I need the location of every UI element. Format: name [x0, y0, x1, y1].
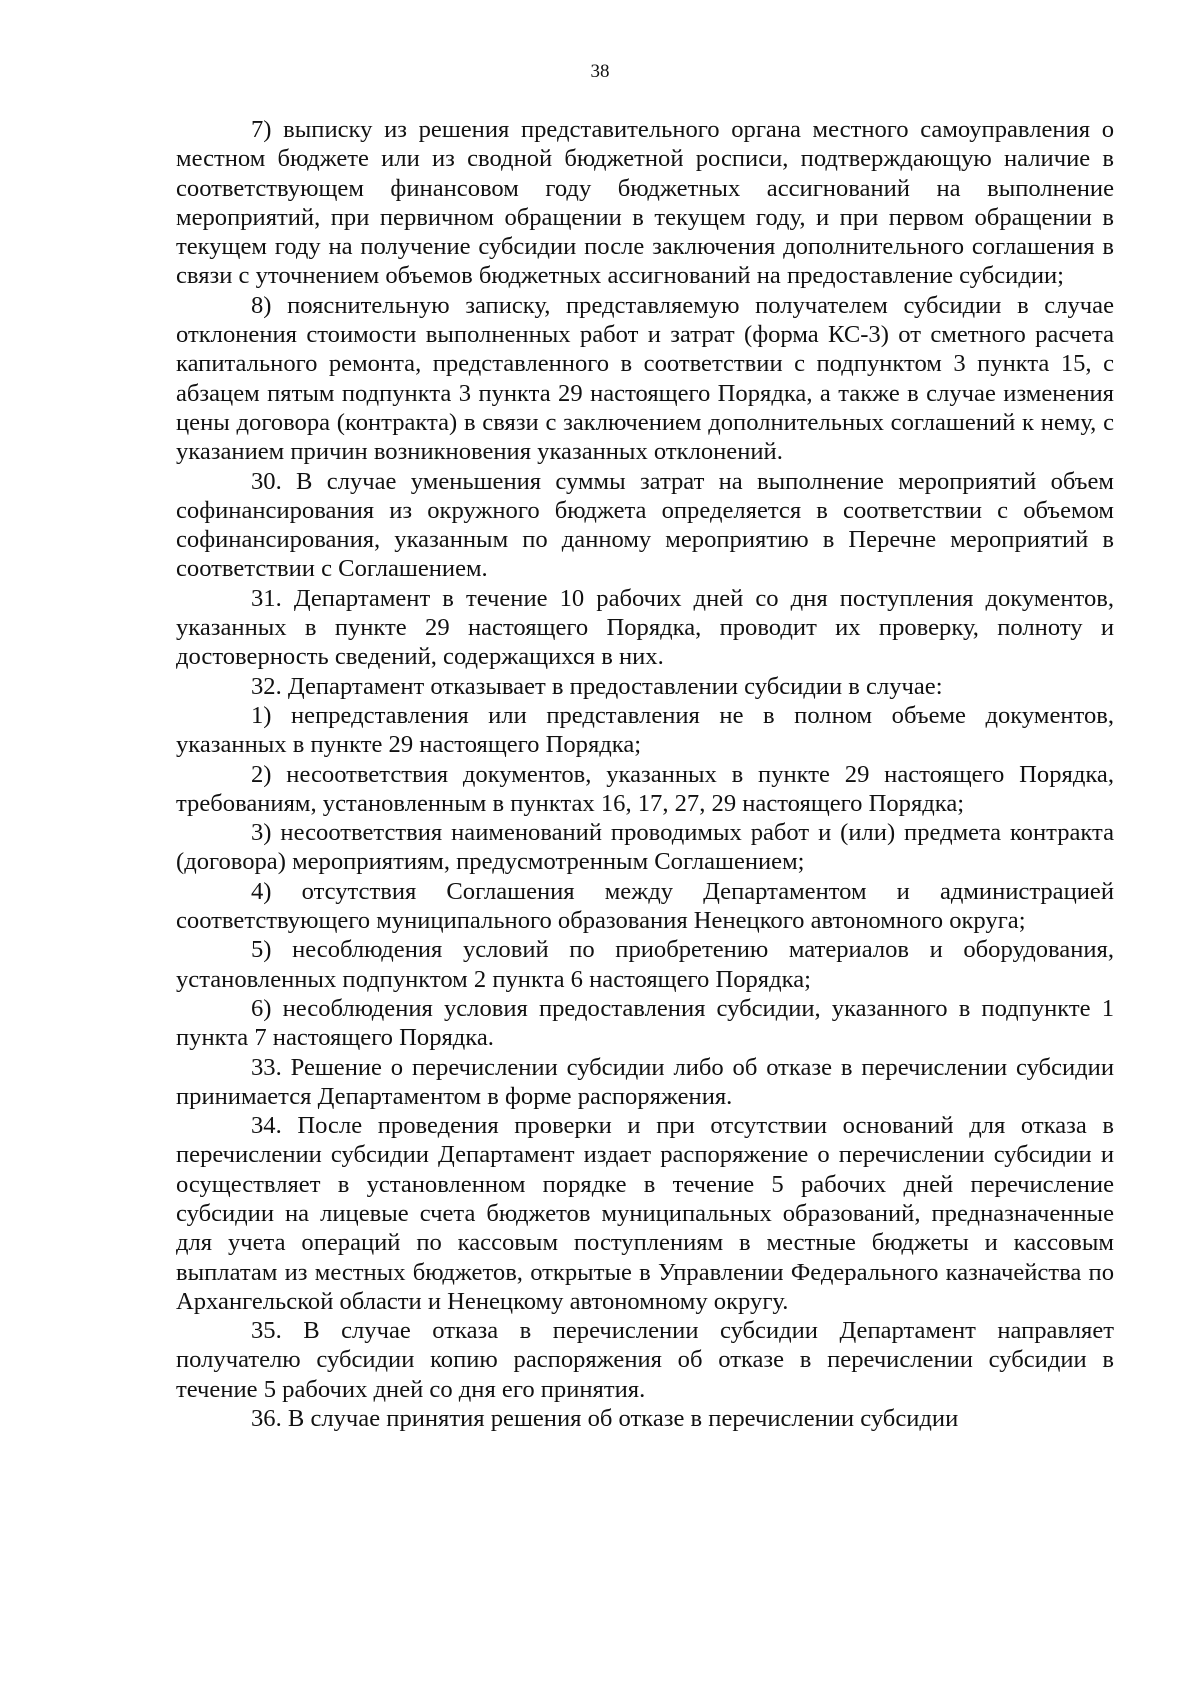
- paragraph-item-8: 8) пояснительную записку, представляемую получателем субсидии в случае отклонения стоимости выполненных работ и затрат (форма КС-3) от сметного расчета капитального ремонта, представленного в соответствии с подпунктом 3 пункта 15, с абзацем пятым подпункта 3 пункта 29 настоящего Порядка, а также в случае изменения цены договора (контракта) в связи с заключением дополнительных соглашений к нему, с указанием причин возникновения указанных отклонений.: [176, 291, 1114, 466]
- paragraph-clause-36: 36. В случае принятия решения об отказе в перечислении субсидии: [251, 1405, 959, 1433]
- paragraph-clause-30: 30. В случае уменьшения суммы затрат на выполнение мероприятий объем софинансирования из окружного бюджета определяется в соответствии с объемом софинансирования, указанным по данному мероприятию в Перечне мероприятий в соответствии с Соглашением.: [176, 467, 1114, 583]
- paragraph-clause-31: 31. Департамент в течение 10 рабочих дней со дня поступления документов, указанных в пункте 29 настоящего Порядка, проводит их проверку, полноту и достоверность сведений, содержащихся в них.: [176, 584, 1114, 671]
- paragraph-subitem-5: 5) несоблюдения условий по приобретению материалов и оборудования, установленных подпунктом 2 пункта 6 настоящего Порядка;: [176, 936, 1114, 993]
- paragraph-item-7: 7) выписку из решения представительного органа местного самоуправления о местном бюджете или из сводной бюджетной росписи, подтверждающую наличие в соответствующем финансовом году бюджетных ассигнований на выполнение мероприятий, при первичном обращении в текущем году, и при первом обращении в текущем году на получение субсидии после заключения дополнительного соглашения в связи с уточнением объемов бюджетных ассигнований на предоставление субсидии;: [176, 116, 1114, 290]
- document-body: [176, 115, 1114, 1433]
- paragraph-subitem-4: 4) отсутствия Соглашения между Департаментом и администрацией соответствующего муниципального образования Ненецкого автономного округа;: [176, 877, 1114, 935]
- paragraph-clause-35: 35. В случае отказа в перечислении субсидии Департамент направляет получателю субсидии копию распоряжения об отказе в перечислении субсидии в течение 5 рабочих дней со дня его принятия.: [176, 1317, 1114, 1403]
- paragraph-clause-32: 32. Департамент отказывает в предоставлении субсидии в случае:: [251, 672, 943, 700]
- paragraph-subitem-6: 6) несоблюдения условия предоставления субсидии, указанного в подпункте 1 пункта 7 настоящего Порядка.: [176, 994, 1114, 1052]
- paragraph-subitem-3: 3) несоответствия наименований проводимых работ и (или) предмета контракта (договора) мероприятиям, предусмотренным Соглашением;: [176, 819, 1114, 876]
- page-number: 38: [590, 61, 610, 82]
- paragraph-subitem-2: 2) несоответствия документов, указанных в пункте 29 настоящего Порядка, требованиям, установленным в пунктах 16, 17, 27, 29 настоящего Порядка;: [176, 760, 1114, 817]
- paragraph-clause-33: 33. Решение о перечислении субсидии либо об отказе в перечислении субсидии принимается Департаментом в форме распоряжения.: [176, 1053, 1114, 1110]
- paragraph-subitem-1: 1) непредставления или представления не в полном объеме документов, указанных в пункте 29 настоящего Порядка;: [176, 701, 1114, 759]
- paragraph-clause-34: 34. После проведения проверки и при отсутствии оснований для отказа в перечислении субсидии Департамент издает распоряжение о перечислении субсидии и осуществляет в установленном порядке в течение 5 рабочих дней перечисление субсидии на лицевые счета бюджетов муниципальных образований, предназначенные для учета операций по кассовым поступлениям в местные бюджеты и кассовым выплатам из местных бюджетов, открытые в Управлении Федерального казначейства по Архангельской области и Ненецкому автономному округу.: [176, 1112, 1114, 1315]
